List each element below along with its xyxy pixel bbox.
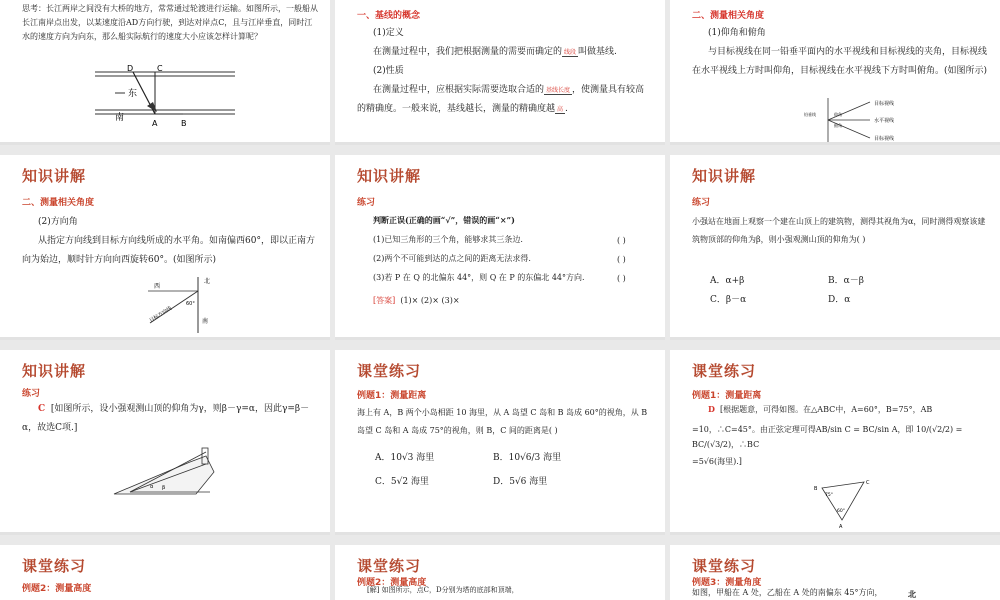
answer-line bbox=[373, 293, 460, 308]
slide-thumbnail-5[interactable] bbox=[335, 155, 665, 340]
label-angle: 60° bbox=[186, 301, 195, 307]
solution-line-2 bbox=[692, 422, 988, 452]
solution-formula-2: ，即 10/(√2/2) = BC/(√3/2)，∴BC bbox=[692, 425, 963, 449]
slide-thumbnail-10[interactable] bbox=[0, 545, 330, 600]
property-text-a: 在测量过程中，应根据实际需要选取合适的 bbox=[373, 85, 545, 95]
triangle-abc-figure bbox=[810, 478, 880, 530]
slide-thumbnail-8[interactable] bbox=[335, 350, 665, 535]
section-heading: 例题1：测量距离 bbox=[357, 391, 427, 401]
mountain-angle-figure bbox=[110, 442, 220, 502]
definition-text-a: 在测量过程中，我们把根据测量的需要而确定的 bbox=[373, 47, 563, 57]
section-heading: 例题1：测量距离 bbox=[692, 391, 762, 401]
label-alpha: α bbox=[150, 484, 154, 490]
slide-thumbnail-4[interactable] bbox=[0, 155, 330, 340]
definition-text-b: 叫做基线. bbox=[578, 47, 617, 57]
question-text: 如图，甲船在 A 处，乙船在 A 处的南偏东 45°方向， bbox=[692, 588, 883, 597]
option-a: A．10√3 海里 bbox=[375, 453, 435, 463]
section-heading: 例题2：测量高度 bbox=[357, 578, 427, 588]
option-b: B．10√6/3 海里 bbox=[493, 453, 562, 463]
slide-thumbnail-11[interactable] bbox=[335, 545, 665, 600]
slide-thumbnail-12[interactable] bbox=[670, 545, 1000, 600]
label-depression: 俯角 bbox=[834, 123, 842, 128]
slide-title: 课堂练习 bbox=[692, 557, 757, 575]
slide-title: 知识讲解 bbox=[22, 362, 87, 380]
label-south: 南 bbox=[202, 318, 209, 325]
definition-text bbox=[373, 43, 663, 62]
solution-line-3: =5√6(海里).] bbox=[692, 457, 742, 466]
section-heading: 一、基线的概念 bbox=[357, 11, 421, 21]
direction-heading: (2)方向角 bbox=[38, 217, 78, 227]
slide-thumbnail-7[interactable] bbox=[0, 350, 330, 535]
label-b: B bbox=[814, 486, 818, 492]
answer-letter: D bbox=[708, 404, 715, 414]
label-sight-up: 目标视线 bbox=[874, 101, 895, 107]
slide-thumbnail-3[interactable] bbox=[670, 0, 1000, 145]
option-a: A．α+β bbox=[710, 276, 745, 286]
slide-thumbnail-1[interactable] bbox=[0, 0, 330, 145]
label-north: 北 bbox=[204, 278, 211, 285]
label-c: C bbox=[157, 64, 163, 73]
judge-paren-2: ( ) bbox=[617, 255, 626, 264]
answer-letter: C bbox=[38, 404, 46, 414]
question-text: 小强站在地面上观察一个建在山顶上的建筑物，测得其视角为α，同时测得观察该建筑物顶部的仰角为β，则小强观测山顶的仰角为( ) bbox=[692, 217, 986, 244]
solution-line-1 bbox=[692, 400, 988, 419]
question-text: 海上有 A，B 两个小岛相距 10 海里，从 A 岛望 C 岛和 B 岛成 60°的视角，从 B 岛望 C 岛和 A 岛成 75°的视角，则 B，C 间的距离是( ) bbox=[357, 408, 648, 435]
judge-heading: 判断正误(正确的画“√”，错误的画“×”) bbox=[373, 215, 515, 225]
section-heading: 二、测量相关角度 bbox=[22, 198, 95, 208]
option-d: D．5√6 海里 bbox=[493, 477, 548, 487]
direction-angle-figure bbox=[140, 275, 220, 335]
solution-text bbox=[22, 400, 318, 438]
north-label: 北 bbox=[908, 589, 916, 599]
answer-text: (1)× (2)× (3)× bbox=[400, 296, 460, 305]
judge-item-1: (1)已知三角形的三个角，能够求其三条边. bbox=[373, 235, 523, 244]
judge-paren-1: ( ) bbox=[617, 236, 626, 245]
label-east: 东 bbox=[128, 89, 138, 99]
river-crossing-figure bbox=[95, 62, 235, 132]
section-heading: 练习 bbox=[22, 389, 41, 399]
judge-item-3: (3)若 P 在 Q 的北偏东 44°，则 Q 在 P 的东偏北 44°方向. bbox=[373, 273, 585, 282]
option-c: C．5√2 海里 bbox=[375, 477, 429, 487]
label-vertical: 铅垂线 bbox=[804, 112, 816, 117]
judge-paren-3: ( ) bbox=[617, 274, 626, 283]
label-a: A bbox=[152, 119, 158, 128]
elevation-text: 与目标视线在同一铅垂平面内的水平视线和目标视线的夹角，目标视线在水平视线上方时叫仰角，目标视线在水平视线下方时叫俯角。(如图所示) bbox=[692, 47, 988, 76]
label-west: 西 bbox=[154, 283, 161, 290]
slide-title: 知识讲解 bbox=[692, 167, 757, 185]
elevation-heading: (1)仰角和俯角 bbox=[708, 28, 766, 38]
section-heading: 二、测量相关角度 bbox=[692, 11, 765, 21]
slide-title: 知识讲解 bbox=[22, 167, 87, 185]
label-d: D bbox=[127, 64, 134, 73]
judge-item-2: (2)两个不可能到达的点之间的距离无法求得. bbox=[373, 254, 531, 263]
label-south: 南 bbox=[115, 113, 125, 123]
label-target-line: 目标方向线 bbox=[148, 305, 173, 324]
property-text-c: . bbox=[565, 104, 568, 114]
section-heading: 例题3：测量角度 bbox=[692, 578, 762, 588]
option-b: B．α－β bbox=[828, 276, 864, 286]
property-text-b: ，使测量具有较高的精确度。一般来说，基线越长，测量的精确度越 bbox=[357, 85, 645, 114]
label-elevation: 仰角 bbox=[834, 112, 842, 117]
label-horizontal: 水平视线 bbox=[874, 118, 895, 124]
option-c: C．β－α bbox=[710, 295, 747, 305]
slide-thumbnail-9[interactable] bbox=[670, 350, 1000, 535]
label-c: C bbox=[866, 480, 870, 486]
label-angle-a: 60° bbox=[837, 509, 845, 514]
solution-body: [如图所示，设小强观测山顶的仰角为γ，则β－γ=α，因此γ=β－α，故选C项.] bbox=[22, 404, 310, 433]
solution-formula-1: AB/sin C = BC/sin A bbox=[815, 425, 898, 434]
property-blank-2: 高 bbox=[557, 106, 564, 113]
option-d: D．α bbox=[828, 295, 851, 305]
property-text bbox=[357, 81, 653, 119]
solution-text-b: =10，∴C=45°。由正弦定理可得 bbox=[692, 425, 816, 434]
slide-title: 课堂练习 bbox=[692, 362, 757, 380]
slide-title: 知识讲解 bbox=[357, 167, 422, 185]
thinking-question: 思考：长江两岸之间没有大桥的地方，常常通过轮渡进行运输。如图所示，一般船从长江南岸点出发，以某速度沿AD方向行驶，到达对岸点C，且与江岸垂直，同时江水的速度方向为向东，那么船实际航行的速度大小应该怎样计算呢？ bbox=[22, 4, 318, 41]
answer-label: [答案] bbox=[373, 296, 396, 305]
label-sight-down: 目标视线 bbox=[874, 136, 895, 142]
solution-text: [解] 如图所示，点C，D分别为塔的底部和顶端， bbox=[367, 586, 519, 594]
label-beta: β bbox=[162, 485, 166, 491]
label-b: B bbox=[181, 119, 187, 128]
section-heading: 练习 bbox=[692, 198, 711, 208]
slide-title: 课堂练习 bbox=[22, 557, 87, 575]
section-heading: 练习 bbox=[357, 198, 376, 208]
label-a: A bbox=[839, 524, 843, 530]
slide-title: 课堂练习 bbox=[357, 362, 422, 380]
slide-thumbnail-6[interactable] bbox=[670, 155, 1000, 340]
slide-thumbnail-2[interactable] bbox=[335, 0, 665, 145]
definition-blank: 线段 bbox=[564, 49, 577, 56]
label-angle-b: 75° bbox=[825, 493, 833, 498]
direction-text: 从指定方向线到目标方向线所成的水平角。如南偏西60°，即以正南方向为始边，顺时针方向向西旋转60°。(如图所示) bbox=[22, 236, 315, 265]
definition-heading: (1)定义 bbox=[373, 28, 404, 38]
property-blank: 基线长度 bbox=[546, 87, 571, 94]
solution-text-a: [根据题意，可得如图。在△ABC中，A=60°，B=75°，AB bbox=[720, 405, 933, 414]
section-heading: 例题2：测量高度 bbox=[22, 584, 92, 594]
elevation-depression-figure bbox=[800, 96, 910, 144]
property-heading: (2)性质 bbox=[373, 66, 404, 76]
slide-title: 课堂练习 bbox=[357, 557, 422, 575]
